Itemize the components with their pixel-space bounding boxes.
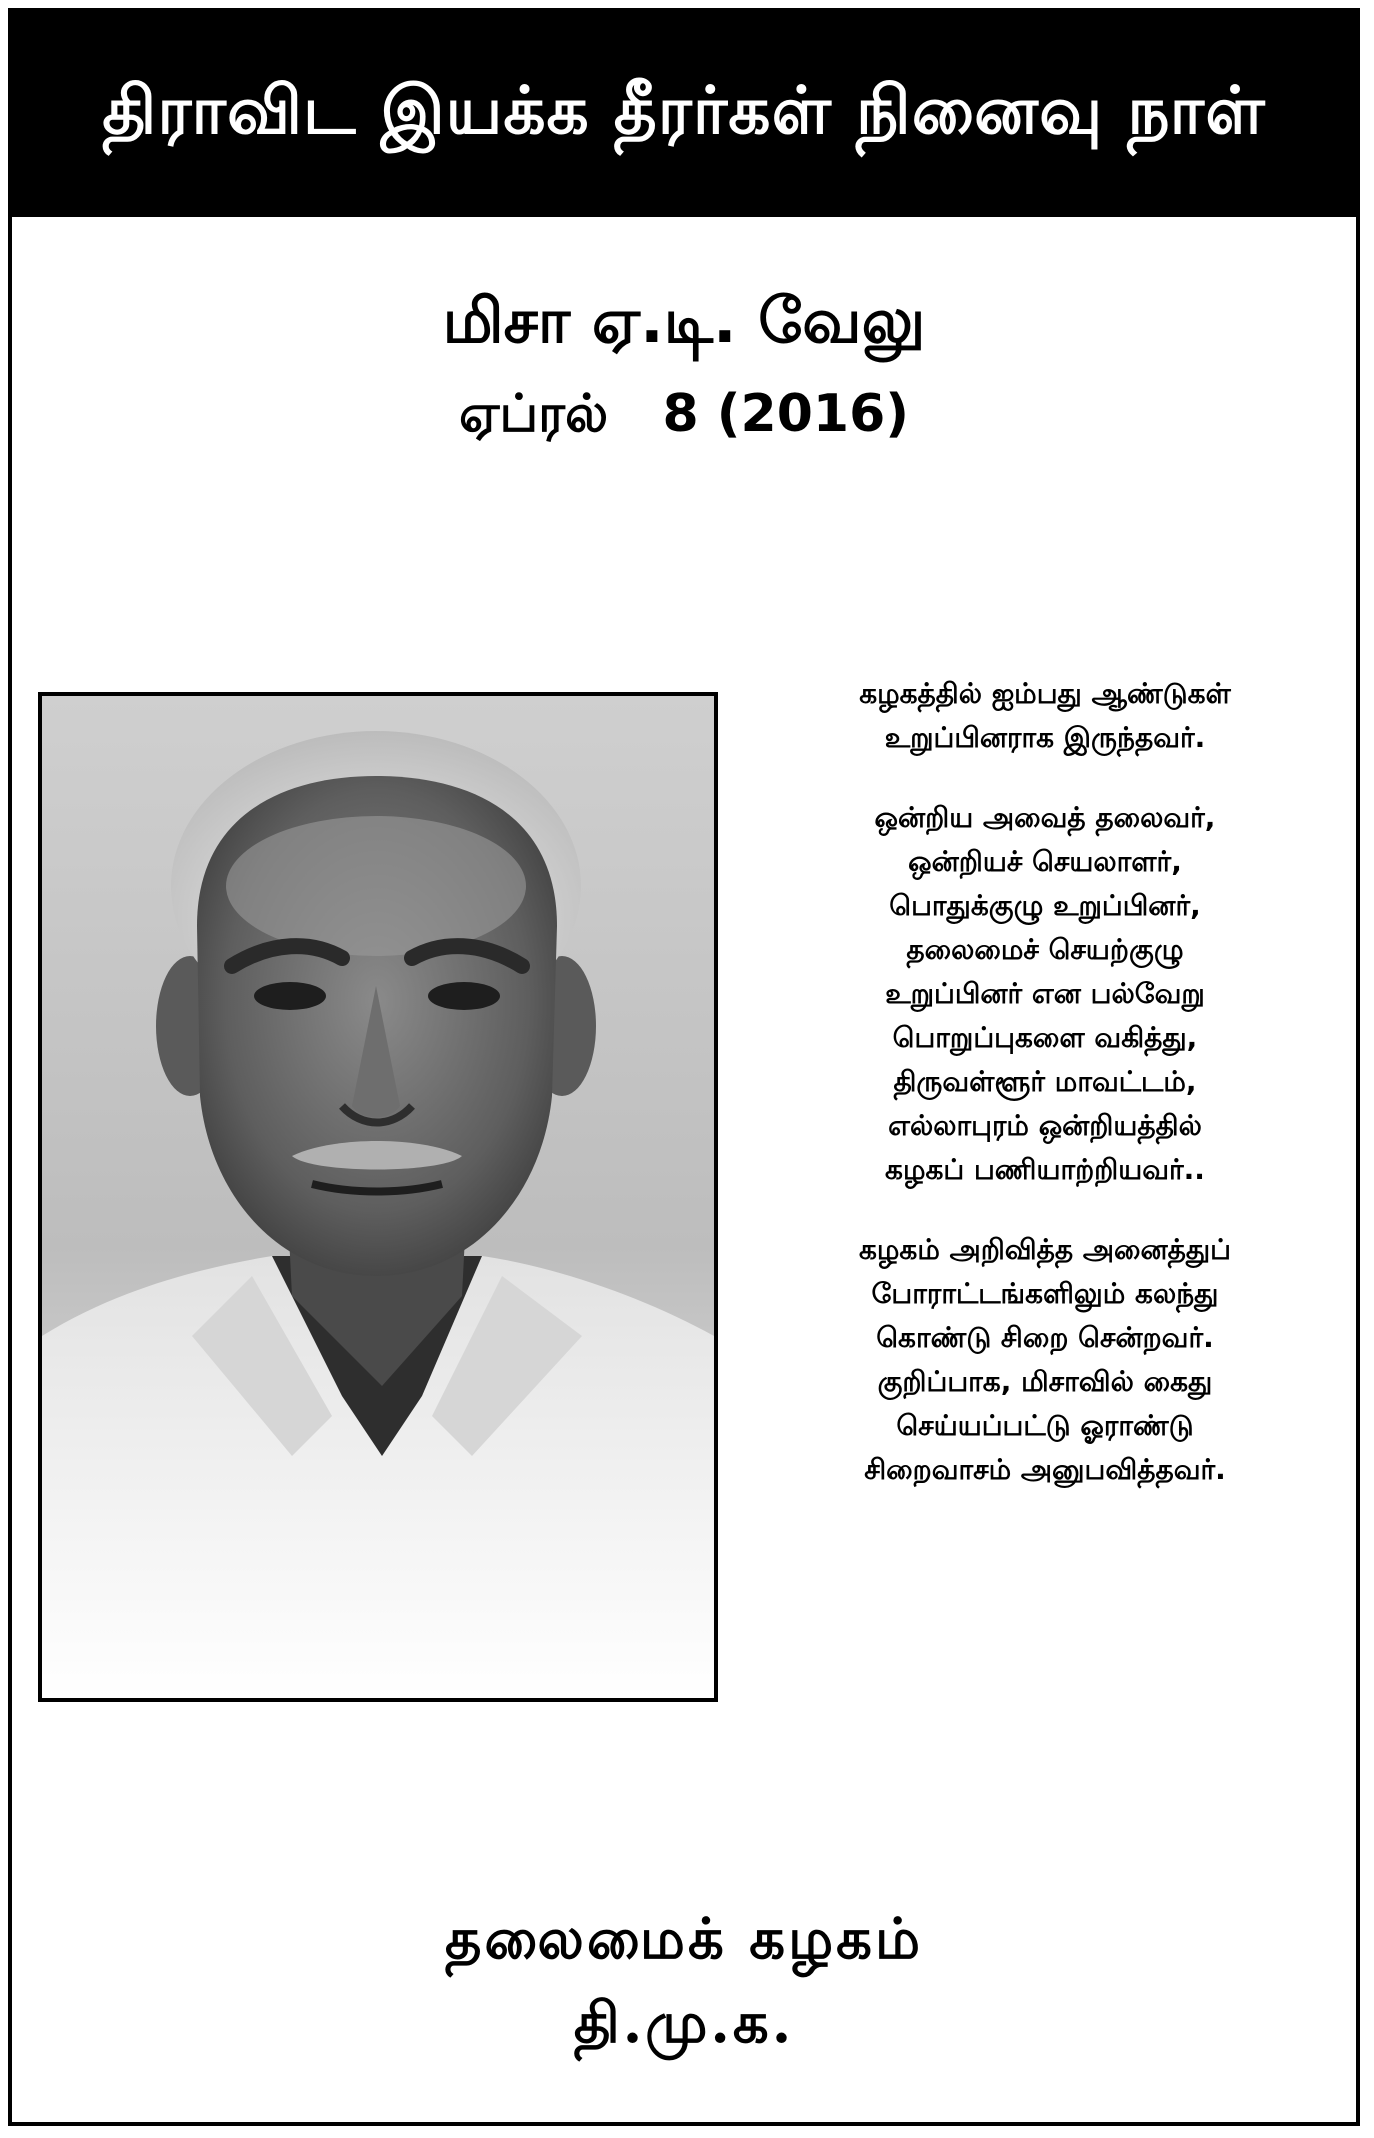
bio-line: கழகத்தில் ஐம்பது ஆண்டுகள் bbox=[859, 677, 1231, 710]
bio-line: பொறுப்புகளை வகித்து, bbox=[892, 1021, 1198, 1054]
bio-line: உறுப்பினராக இருந்தவர். bbox=[884, 721, 1206, 754]
bio-line: கழகம் அறிவித்த அனைத்துப் bbox=[858, 1233, 1232, 1266]
portrait-photo bbox=[38, 692, 718, 1702]
bio-line: குறிப்பாக, மிசாவில் கைது bbox=[877, 1365, 1213, 1398]
bio-line: கொண்டு சிறை சென்றவர். bbox=[876, 1321, 1214, 1354]
bio-paragraph-1 bbox=[730, 672, 1360, 760]
portrait-photo-icon bbox=[42, 696, 714, 1698]
banner-title: திராவிட இயக்க தீரர்கள் நினைவு நாள் bbox=[102, 71, 1266, 149]
biography bbox=[730, 672, 1360, 1528]
bio-line: திருவள்ளூர் மாவட்டம், bbox=[893, 1065, 1197, 1098]
footer-signature bbox=[12, 1897, 1356, 2065]
person-name: மிசா ஏ.டி. வேலு bbox=[442, 284, 926, 357]
bio-line: செய்யப்பட்டு ஓராண்டு bbox=[896, 1409, 1194, 1442]
footer-organization: தலைமைக் கழகம் bbox=[444, 1906, 924, 1972]
bio-paragraph-2 bbox=[730, 796, 1360, 1192]
memorial-date: ஏப்ரல் 8 (2016) bbox=[458, 384, 910, 444]
footer-party: தி.மு.க. bbox=[573, 1990, 795, 2056]
bio-line: தலைமைச் செயற்குழு bbox=[906, 933, 1184, 966]
bio-line: எல்லாபுரம் ஒன்றியத்தில் bbox=[888, 1109, 1202, 1142]
bio-line: போராட்டங்களிலும் கலந்து bbox=[871, 1277, 1219, 1310]
bio-line: உறுப்பினர் என பல்வேறு bbox=[885, 977, 1205, 1010]
bio-line: சிறைவாசம் அனுபவித்தவர். bbox=[864, 1453, 1226, 1486]
obituary-card bbox=[8, 8, 1360, 2126]
bio-line: கழகப் பணியாற்றியவர்.. bbox=[885, 1153, 1205, 1186]
header-banner bbox=[12, 12, 1356, 217]
bio-line: பொதுக்குழு உறுப்பினர், bbox=[889, 889, 1201, 922]
bio-paragraph-3 bbox=[730, 1228, 1360, 1492]
bio-line: ஒன்றியச் செயலாளர், bbox=[908, 845, 1182, 878]
bio-line: ஒன்றிய அவைத் தலைவர், bbox=[874, 801, 1216, 834]
